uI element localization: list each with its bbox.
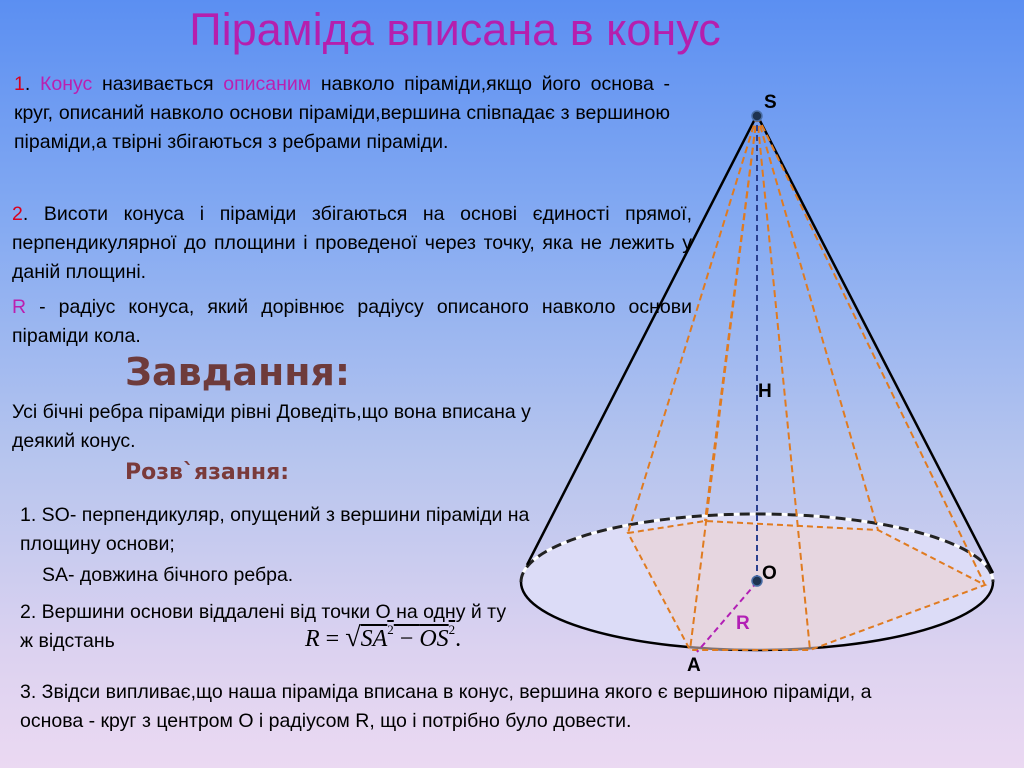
task-text: Усі бічні ребра піраміди рівні Доведіть,що вона вписана у деякий конус. (12, 401, 531, 452)
formula-exp-b: 2 (448, 622, 456, 637)
label-o: O (762, 563, 777, 584)
pyramid-edge-3 (757, 115, 878, 530)
definition-paragraph-1 (14, 70, 670, 157)
para1-dot: . (24, 73, 31, 95)
formula-term-a: SA (360, 626, 388, 652)
keyword-r: R (12, 296, 27, 318)
formula-term-b: OS (419, 626, 449, 652)
formula-exp-a: 2 (387, 622, 394, 637)
definition-paragraph-2 (12, 200, 692, 287)
keyword-cone: Конус (39, 73, 93, 95)
label-r: R (736, 613, 750, 634)
para1-text-1: називається (92, 73, 224, 95)
solution-step-1-line-2: SA- довжина бічного ребра. (42, 564, 294, 586)
para1-text-2: навколо піраміди,якщо його основа - круг, описаний навколо основи піраміди,вершина співпадає з вершиною піраміди,а твірні збігаються з ребрами піраміди. (14, 73, 670, 153)
radius-definition-text: - радіус конуса, який дорівнює радіусу описаного навколо основи піраміди кола. (12, 296, 692, 347)
radius-formula (305, 622, 461, 654)
center-point (752, 576, 762, 586)
formula-end: . (455, 626, 462, 652)
formula-lhs: R (305, 626, 320, 652)
solution-heading: Розв`язання: (125, 460, 290, 485)
formula-sqrt-sign: √ (345, 622, 361, 653)
formula-minus: − (393, 626, 420, 652)
slide-title: Піраміда вписана в конус (189, 4, 721, 55)
solution-step-3: 3. Звідси випливає,що наша піраміда вписана в конус, вершина якого є вершиною піраміди, а основа - круг з центром О і радіусом R, що і потрібно було довести. (20, 681, 872, 732)
label-a: A (687, 655, 701, 676)
para2-number: 2 (12, 203, 23, 225)
formula-equals: = (319, 626, 346, 652)
cone-generatrix-right (757, 115, 993, 573)
apex-point (752, 111, 762, 121)
solution-step-1: 1. SO- перпендикуляр, опущений з вершини піраміди на площину основи; (20, 504, 530, 555)
task-heading: Завдання: (125, 350, 351, 394)
para2-text: . Висоти конуса і піраміди збігаються на основі єдиності прямої, перпендикулярної до площини і проведеної через точку, яка не лежить у даній площині. (12, 203, 692, 283)
label-h: H (758, 381, 772, 402)
keyword-circumscribed: описаним (223, 73, 312, 95)
solution-step-2: 2. Вершини основи віддалені від точки О на одну й ту ж відстань (20, 601, 507, 652)
para1-number: 1 (14, 73, 25, 95)
radius-definition (12, 293, 692, 351)
label-s: S (764, 92, 777, 113)
